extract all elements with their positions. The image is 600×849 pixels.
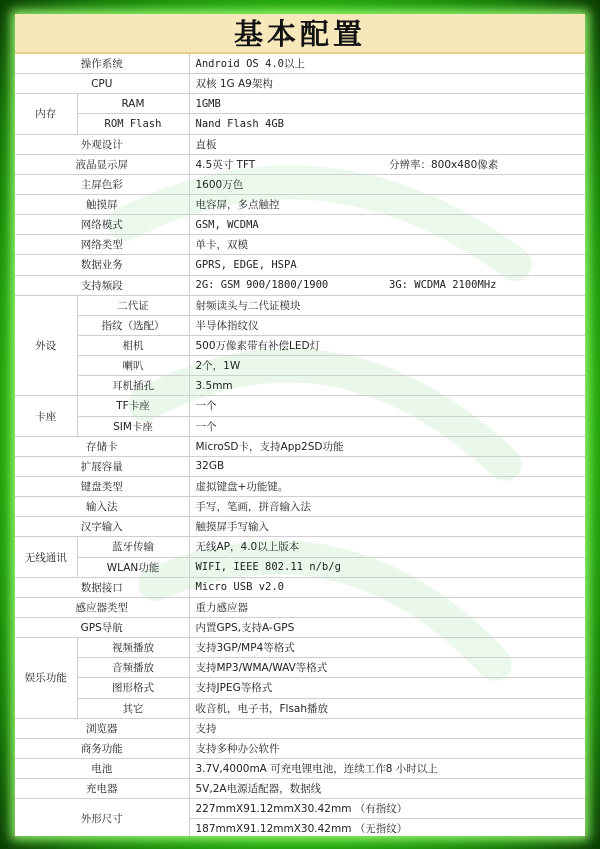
group-label: 娱乐功能	[15, 638, 77, 719]
spec-value: 收音机，电子书，Flsah播放	[189, 698, 585, 718]
table-row	[15, 678, 585, 698]
group-label: 外形尺寸	[15, 799, 189, 836]
spec-label: 电池	[15, 758, 189, 778]
spec-label: TF卡座	[77, 396, 189, 416]
spec-value: 射频读头与二代证模块	[189, 295, 585, 315]
spec-value: 1600万色	[189, 174, 585, 194]
spec-label: 充电器	[15, 779, 189, 799]
spec-label: 存储卡	[15, 436, 189, 456]
spec-label: 数据接口	[15, 577, 189, 597]
spec-label: 商务功能	[15, 738, 189, 758]
table-row	[15, 617, 585, 637]
spec-value: 1GMB	[189, 94, 585, 114]
spec-value: 无线AP，4.0以上版本	[189, 537, 585, 557]
spec-value: 支持多种办公软件	[189, 738, 585, 758]
table-row	[15, 295, 585, 315]
spec-value: 手写，笔画，拼音输入法	[189, 497, 585, 517]
spec-value: GSM, WCDMA	[189, 215, 585, 235]
spec-label: 浏览器	[15, 718, 189, 738]
table-row	[15, 658, 585, 678]
table-row	[15, 396, 585, 416]
spec-label: 主屏色彩	[15, 174, 189, 194]
spec-label: 感应器类型	[15, 597, 189, 617]
spec-value: 内置GPS,支持A-GPS	[189, 617, 585, 637]
spec-value: Nand Flash 4GB	[189, 114, 585, 134]
table-row	[15, 335, 585, 355]
spec-label: 输入法	[15, 497, 189, 517]
spec-value: 500万像素带有补偿LED灯	[189, 335, 585, 355]
spec-label: 耳机插孔	[77, 376, 189, 396]
spec-label: WLAN功能	[77, 557, 189, 577]
table-row	[15, 758, 585, 778]
table-row	[15, 799, 585, 819]
page-title: 基本配置	[233, 17, 366, 51]
spec-label: 蓝牙传输	[77, 537, 189, 557]
group-label: 无线通讯	[15, 537, 77, 577]
table-row	[15, 577, 585, 597]
table-row	[15, 698, 585, 718]
table-row	[15, 497, 585, 517]
spec-value: 电容屏，多点触控	[189, 194, 585, 214]
spec-value: 4.5英寸 TFT	[189, 154, 385, 174]
table-row	[15, 134, 585, 154]
table-row	[15, 215, 585, 235]
spec-value: MicroSD卡，支持App2SD功能	[189, 436, 585, 456]
spec-value: Micro USB v2.0	[189, 577, 585, 597]
spec-value: 187mmX91.12mmX30.42mm （无指纹）	[189, 819, 585, 836]
table-row	[15, 718, 585, 738]
spec-label: GPS导航	[15, 617, 189, 637]
spec-label: 网络模式	[15, 215, 189, 235]
spec-value: 2G: GSM 900/1800/1900	[189, 275, 385, 295]
spec-label: 其它	[77, 698, 189, 718]
spec-label: 图形格式	[77, 678, 189, 698]
spec-value: 2个，1W	[189, 356, 585, 376]
group-label: 卡座	[15, 396, 77, 436]
spec-table	[15, 54, 585, 836]
spec-value: 支持3GP/MP4等格式	[189, 638, 585, 658]
spec-value: 支持JPEG等格式	[189, 678, 585, 698]
spec-label: 数据业务	[15, 255, 189, 275]
spec-label: 扩展容量	[15, 456, 189, 476]
spec-label: 网络类型	[15, 235, 189, 255]
table-row	[15, 275, 585, 295]
table-row	[15, 597, 585, 617]
table-row	[15, 255, 585, 275]
table-row	[15, 557, 585, 577]
table-row	[15, 74, 585, 94]
table-row	[15, 154, 585, 174]
spec-value: 3.7V,4000mA 可充电锂电池，连续工作8 小时以上	[189, 758, 585, 778]
spec-value: 5V,2A电源适配器，数据线	[189, 779, 585, 799]
spec-label: 汉字输入	[15, 517, 189, 537]
table-row	[15, 436, 585, 456]
table-row	[15, 235, 585, 255]
spec-value: 支持MP3/WMA/WAV等格式	[189, 658, 585, 678]
spec-value-secondary: 3G: WCDMA 2100MHz	[385, 275, 585, 295]
table-row	[15, 638, 585, 658]
title-bar	[15, 14, 585, 54]
spec-value: 3.5mm	[189, 376, 585, 396]
table-row	[15, 94, 585, 114]
spec-value: 一个	[189, 416, 585, 436]
spec-value: Android OS 4.0以上	[189, 54, 585, 74]
table-row	[15, 194, 585, 214]
table-row	[15, 114, 585, 134]
group-label: 外设	[15, 295, 77, 396]
spec-value: 触摸屏手写输入	[189, 517, 585, 537]
spec-label: 支持频段	[15, 275, 189, 295]
spec-label: 触摸屏	[15, 194, 189, 214]
group-label: 内存	[15, 94, 77, 134]
spec-sheet	[15, 14, 585, 836]
spec-value: GPRS, EDGE, HSPA	[189, 255, 585, 275]
table-row	[15, 416, 585, 436]
table-row	[15, 738, 585, 758]
spec-value: 半导体指纹仪	[189, 315, 585, 335]
table-row	[15, 779, 585, 799]
table-row	[15, 356, 585, 376]
table-row	[15, 174, 585, 194]
spec-label: 键盘类型	[15, 476, 189, 496]
table-row	[15, 537, 585, 557]
table-row	[15, 476, 585, 496]
spec-value: 32GB	[189, 456, 585, 476]
spec-value: 虚拟键盘+功能键。	[189, 476, 585, 496]
spec-value: WIFI, IEEE 802.11 n/b/g	[189, 557, 585, 577]
spec-value: 一个	[189, 396, 585, 416]
spec-label: 二代证	[77, 295, 189, 315]
spec-value-secondary: 分辨率：800x480像素	[385, 154, 585, 174]
spec-label: 喇叭	[77, 356, 189, 376]
table-row	[15, 456, 585, 476]
spec-value: 重力感应器	[189, 597, 585, 617]
spec-label: 音频播放	[77, 658, 189, 678]
spec-label: 外观设计	[15, 134, 189, 154]
spec-label: CPU	[15, 74, 189, 94]
table-row	[15, 315, 585, 335]
table-row	[15, 54, 585, 74]
spec-value: 227mmX91.12mmX30.42mm （有指纹）	[189, 799, 585, 819]
spec-value: 双核 1G A9架构	[189, 74, 585, 94]
spec-label: 相机	[77, 335, 189, 355]
spec-label: SIM卡座	[77, 416, 189, 436]
table-row	[15, 376, 585, 396]
spec-label: 视频播放	[77, 638, 189, 658]
spec-label: 液晶显示屏	[15, 154, 189, 174]
spec-label: 操作系统	[15, 54, 189, 74]
table-row	[15, 517, 585, 537]
spec-label: 指纹（选配）	[77, 315, 189, 335]
spec-label: ROM Flash	[77, 114, 189, 134]
spec-value: 支持	[189, 718, 585, 738]
spec-value: 单卡，双模	[189, 235, 585, 255]
spec-value: 直板	[189, 134, 585, 154]
spec-label: RAM	[77, 94, 189, 114]
